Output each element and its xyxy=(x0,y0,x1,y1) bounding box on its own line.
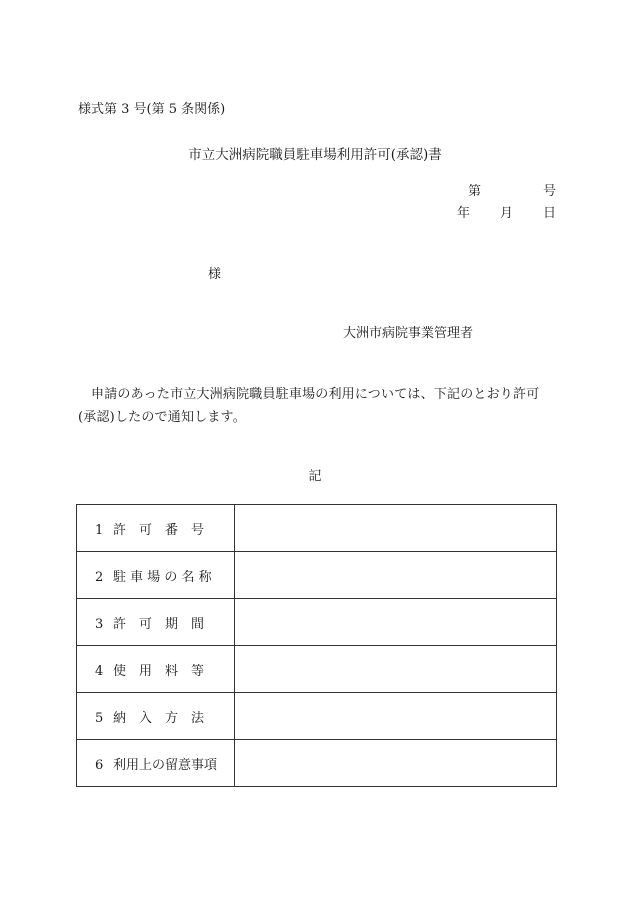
row-label xyxy=(77,599,235,646)
table-row xyxy=(77,693,557,740)
row-label-text: 使 用 料 等 xyxy=(113,663,205,679)
addressee-suffix: 様 xyxy=(208,267,222,282)
row-number: 1 xyxy=(95,522,104,538)
document-title: 市立大洲病院職員駐車場利用許可(承認)書 xyxy=(188,147,442,163)
date-day: 日 xyxy=(542,206,556,221)
row-value-cell xyxy=(235,505,557,552)
row-number: 4 xyxy=(95,663,104,679)
date-year: 年 xyxy=(456,206,470,221)
date-month: 月 xyxy=(499,206,513,221)
row-label xyxy=(77,740,235,787)
table-row xyxy=(77,505,557,552)
number-suffix: 号 xyxy=(542,184,556,199)
table-row xyxy=(77,599,557,646)
row-number: 5 xyxy=(95,710,104,726)
row-label-text: 駐 車 場 の 名 称 xyxy=(113,569,212,585)
table-row xyxy=(77,552,557,599)
date-line xyxy=(457,202,556,221)
row-number: 3 xyxy=(95,616,104,632)
row-label-text: 許 可 期 間 xyxy=(113,616,205,632)
row-label xyxy=(77,552,235,599)
document-number-line xyxy=(468,180,556,199)
row-label xyxy=(77,693,235,740)
ki-heading: 記 xyxy=(308,469,322,484)
table-row xyxy=(77,646,557,693)
issuer-name: 大洲市病院事業管理者 xyxy=(343,326,474,341)
table-row xyxy=(77,740,557,787)
row-number: 2 xyxy=(95,569,104,585)
row-label-text: 納 入 方 法 xyxy=(113,710,205,726)
row-label-text: 許 可 番 号 xyxy=(113,522,205,538)
row-value-cell xyxy=(235,646,557,693)
body-text: 申請のあった市立大洲病院職員駐車場の利用については、下記のとおり許可(承認)したので通知します。 xyxy=(78,387,540,425)
row-value-cell xyxy=(235,740,557,787)
row-label-text: 利用上の留意事項 xyxy=(113,757,218,773)
row-value-cell xyxy=(235,693,557,740)
number-prefix: 第 xyxy=(467,184,481,199)
form-number: 様式第 3 号(第 5 条関係) xyxy=(78,102,226,117)
row-label xyxy=(77,505,235,552)
row-value-cell xyxy=(235,599,557,646)
items-table xyxy=(76,504,557,787)
row-label xyxy=(77,646,235,693)
row-value-cell xyxy=(235,552,557,599)
row-number: 6 xyxy=(95,757,104,773)
